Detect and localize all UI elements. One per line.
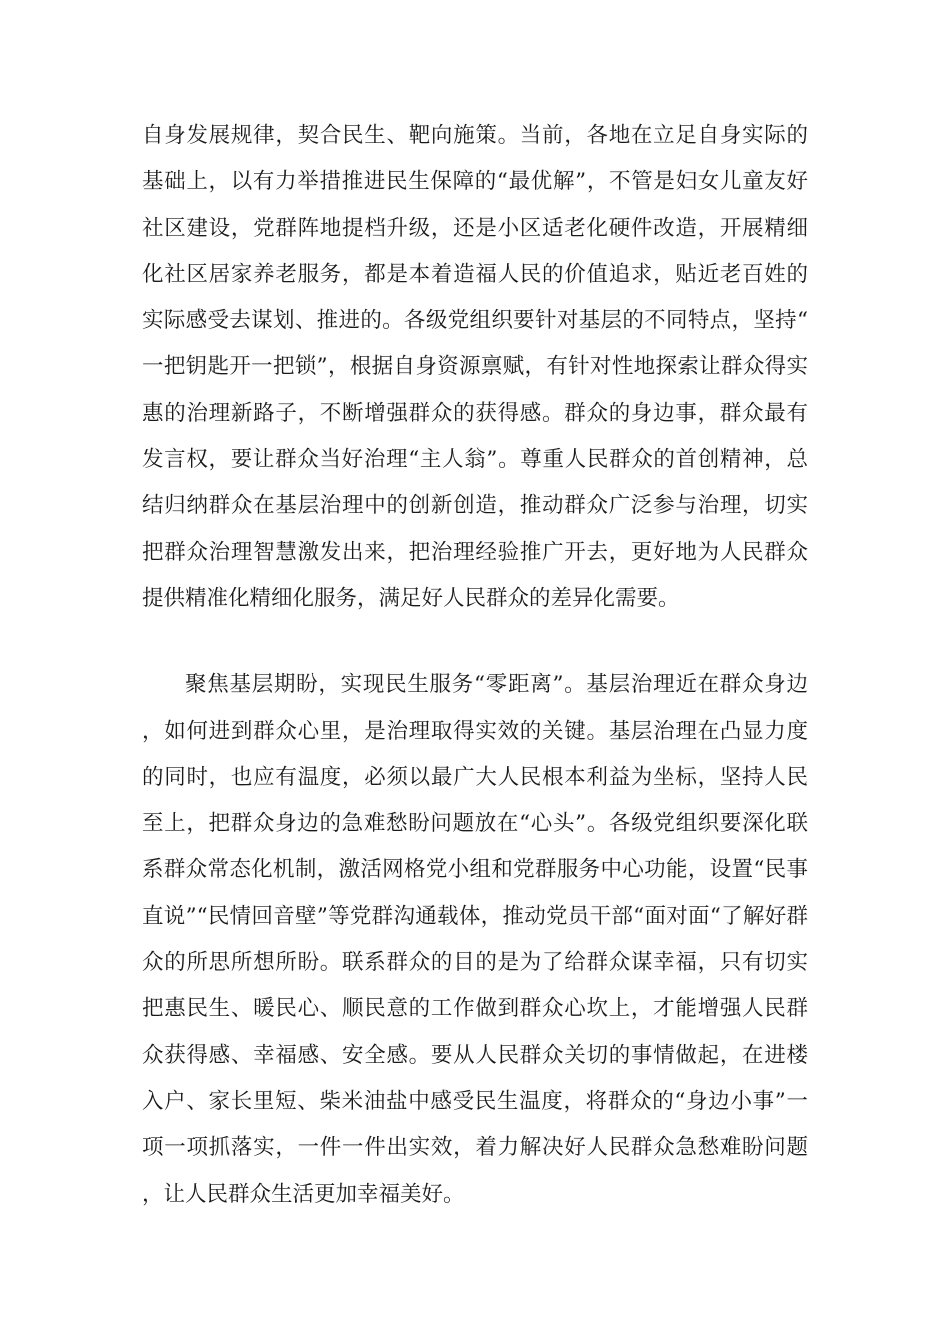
paragraph-continuation: 自身发展规律，契合民生、靶向施策。当前，各地在立足自身实际的基础上，以有力举措推进民生保障的“最优解”，不管是妇女儿童友好社区建设，党群阵地提档升级，还是小区适老化硬件改造，开展精细化社区居家养老服务，都是本着造福人民的价值追求，贴近老百姓的实际感受去谋划、推进的。各级党组织要针对基层的不同特点，坚持“一把钥匙开一把锁”，根据自身资源禀赋，有针对性地探索让群众得实惠的治理新路子，不断增强群众的获得感。群众的身边事，群众最有发言权，要让群众当好治理“主人翁”。尊重人民群众的首创精神，总结归纳群众在基层治理中的创新创造，推动群众广泛参与治理，切实把群众治理智慧激发出来，把治理经验推广开去，更好地为人民群众提供精准化精细化服务，满足好人民群众的差异化需要。 — [142, 123, 808, 611]
paragraph-spacer — [142, 622, 808, 662]
paragraph-grassroots-expectations: 聚焦基层期盼，实现民生服务“零距离”。基层治理近在群众身边，如何进到群众心里，是治理取得实效的关键。基层治理在凸显力度的同时，也应有温度，必须以最广大人民根本利益为坐标，坚持人民至上，把群众身边的急难愁盼问题放在“心头”。各级党组织要深化联系群众常态化机制，激活网格党小组和党群服务中心功能，设置“民事直说”“民情回音壁”等党群沟通载体，推动党员干部“面对面“了解好群众的所思所想所盼。联系群众的目的是为了给群众谋幸福，只有切实把惠民生、暖民心、顺民意的工作做到群众心坎上，才能增强人民群众获得感、幸福感、安全感。要从人民群众关切的事情做起，在进楼入户、家长里短、柴米油盐中感受民生温度，将群众的“身边小事”一项一项抓落实，一件一件出实效，着力解决好人民群众急愁难盼问题，让人民群众生活更加幸福美好。 — [142, 672, 808, 1207]
